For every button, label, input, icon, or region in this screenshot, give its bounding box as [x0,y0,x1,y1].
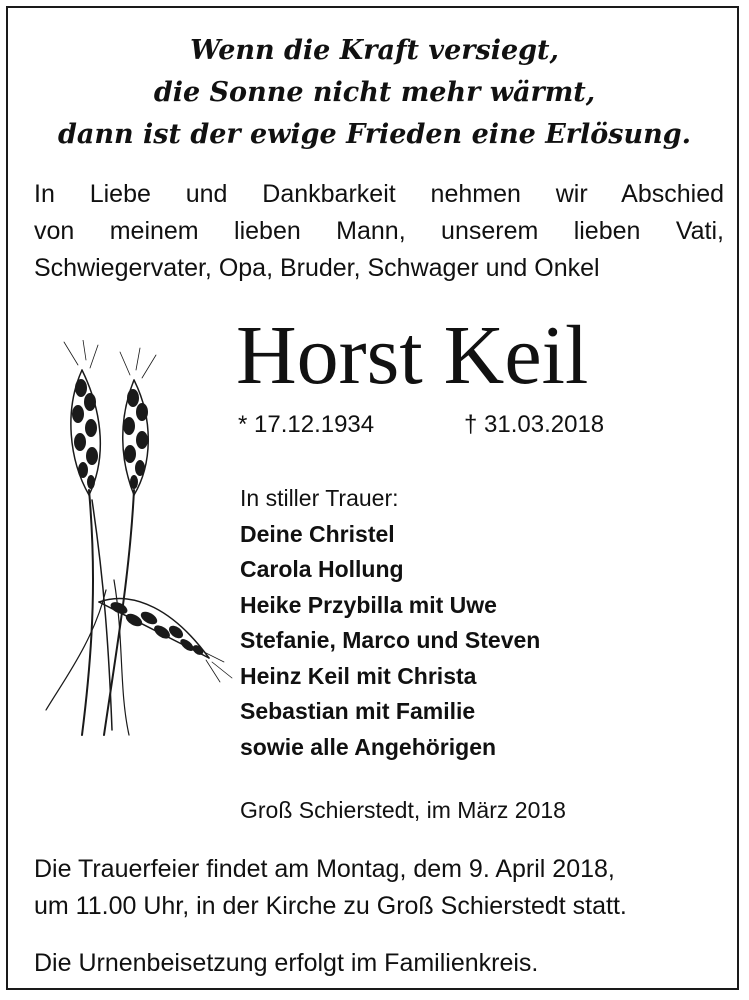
service-line: um 11.00 Uhr, in der Kirche zu Groß Schierstedt statt. [34,892,627,920]
intro-line: Schwiegervater, Opa, Bruder, Schwager und Onkel [34,254,600,282]
motto-line: die Sonne nicht mehr wärmt, [153,77,596,108]
birth-date: * 17.12.1934 [238,411,375,438]
motto-line: dann ist der ewige Frieden eine Erlösung. [57,119,692,150]
wheat-ears-icon [34,340,234,740]
intro-line: von meinem lieben Mann, unserem lieben Vati, [34,217,724,245]
mourners-lead: In stiller Trauer: [240,485,399,511]
obituary-frame [6,6,739,990]
mourner-name: Heike Przybilla mit Uwe [240,591,497,618]
deceased-name: Horst Keil [236,309,589,402]
mourner-name: sowie alle Angehörigen [240,733,497,760]
mourners-list [240,481,540,765]
place-and-date: Groß Schierstedt, im März 2018 [240,797,566,823]
motto [8,30,741,156]
intro-text [34,176,724,287]
mourner-name: Sebastian mit Familie [240,698,476,724]
mourner-name: Carola Hollung [240,556,404,582]
motto-line: Wenn die Kraft versiegt, [190,35,559,66]
intro-line: In Liebe und Dankbarkeit nehmen wir Abschied [34,180,724,208]
mourner-name: Stefanie, Marco und Steven [240,627,541,653]
funeral-service-info [34,851,724,925]
burial-info: Die Urnenbeisetzung erfolgt im Familienkreis. [34,949,539,977]
mourner-name: Deine Christel [240,520,395,547]
life-dates [238,410,605,440]
death-date: † 31.03.2018 [464,411,605,438]
service-line: Die Trauerfeier findet am Montag, dem 9. April 2018, [34,855,615,883]
mourner-name: Heinz Keil mit Christa [240,662,477,689]
